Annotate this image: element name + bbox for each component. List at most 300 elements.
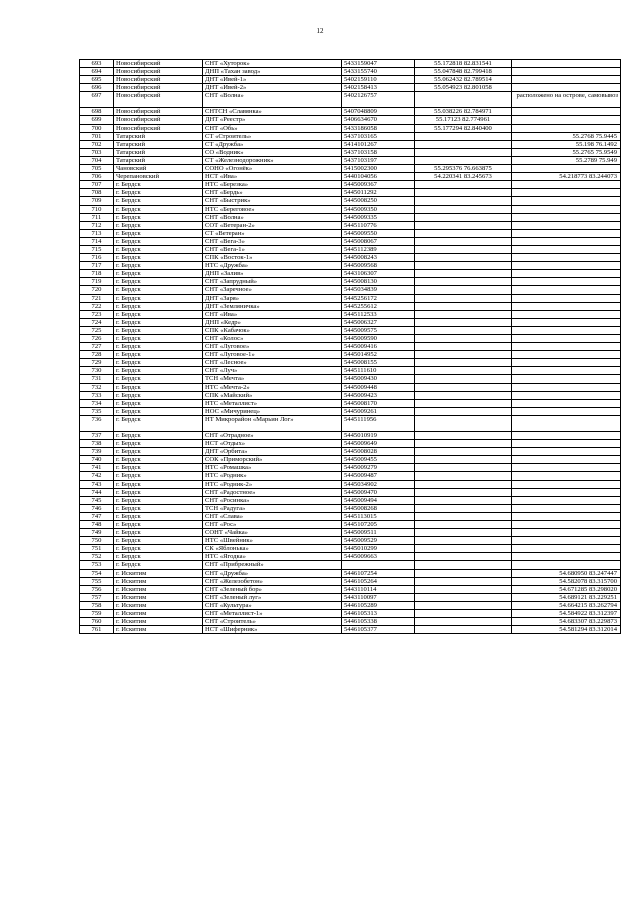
row-number: 703 (80, 148, 114, 156)
table-row (80, 601, 621, 609)
row-number: 712 (80, 221, 114, 229)
coordinates-cell (415, 545, 512, 553)
inn-cell: 5445006327 (342, 318, 415, 326)
registry-table-body (80, 60, 621, 634)
district-cell: г. Бердск (114, 464, 203, 472)
organization-name-cell: СТ «Дружба» (203, 140, 342, 148)
row-number: 707 (80, 181, 114, 189)
table-row (80, 92, 621, 108)
inn-cell: 5445112389 (342, 245, 415, 253)
organization-name-cell: ДНП «Тахан завод» (203, 68, 342, 76)
coordinates-alt-cell (512, 181, 621, 189)
row-number: 702 (80, 140, 114, 148)
organization-name-cell: СНТ «Металлист-1» (203, 610, 342, 618)
row-number: 695 (80, 76, 114, 84)
district-cell: г. Бердск (114, 335, 203, 343)
coordinates-cell (415, 326, 512, 334)
coordinates-alt-cell (512, 302, 621, 310)
inn-cell: 5446105289 (342, 601, 415, 609)
coordinates-cell (415, 561, 512, 569)
district-cell: г. Бердск (114, 537, 203, 545)
district-cell: г. Искитим (114, 593, 203, 601)
inn-cell: 5445009511 (342, 529, 415, 537)
row-number: 737 (80, 431, 114, 439)
row-number: 750 (80, 537, 114, 545)
organization-name-cell: СНТ «Слава» (203, 512, 342, 520)
coordinates-cell (415, 254, 512, 262)
district-cell: Черепановский (114, 173, 203, 181)
inn-cell: 5445009470 (342, 488, 415, 496)
district-cell: г. Бердск (114, 431, 203, 439)
row-number: 753 (80, 561, 114, 569)
organization-name-cell: ДНП «Залив» (203, 270, 342, 278)
district-cell: г. Бердск (114, 326, 203, 334)
inn-cell: 5445010299 (342, 545, 415, 553)
inn-cell: 5445111956 (342, 415, 415, 431)
district-cell: г. Бердск (114, 520, 203, 528)
organization-name-cell: НТС «Ягодка» (203, 553, 342, 561)
table-row (80, 626, 621, 634)
organization-name-cell: СПК «Восток-1» (203, 254, 342, 262)
organization-name-cell: СТ «Железнодорожник» (203, 156, 342, 164)
inn-cell: 5445255612 (342, 302, 415, 310)
table-row (80, 116, 621, 124)
district-cell: г. Бердск (114, 302, 203, 310)
row-number: 693 (80, 60, 114, 68)
coordinates-cell (415, 132, 512, 140)
table-row (80, 310, 621, 318)
table-row (80, 294, 621, 302)
organization-name-cell: СНТ «Луговое-1» (203, 351, 342, 359)
district-cell: Новосибирский (114, 84, 203, 92)
coordinates-cell (415, 294, 512, 302)
organization-name-cell: НТС «Береговое» (203, 205, 342, 213)
inn-cell: 5402159110 (342, 76, 415, 84)
coordinates-alt-cell (512, 464, 621, 472)
inn-cell: 5443106307 (342, 270, 415, 278)
inn-cell: 5446107254 (342, 569, 415, 577)
table-row (80, 488, 621, 496)
organization-name-cell: НТС «Родник-2» (203, 480, 342, 488)
organization-name-cell: НТС «Металлист» (203, 399, 342, 407)
row-number: 708 (80, 189, 114, 197)
coordinates-alt-cell (512, 561, 621, 569)
coordinates-cell (415, 229, 512, 237)
row-number: 739 (80, 448, 114, 456)
inn-cell: 5437103197 (342, 156, 415, 164)
row-number: 761 (80, 626, 114, 634)
organization-name-cell: НТС «Швейник» (203, 537, 342, 545)
coordinates-alt-cell: 55.2789 75.949 (512, 156, 621, 164)
inn-cell: 5445008067 (342, 237, 415, 245)
district-cell: г. Бердск (114, 407, 203, 415)
coordinates-cell (415, 140, 512, 148)
page-number: 12 (316, 27, 324, 35)
coordinates-cell (415, 504, 512, 512)
district-cell: г. Бердск (114, 561, 203, 569)
row-number: 755 (80, 577, 114, 585)
inn-cell: 5445110776 (342, 221, 415, 229)
coordinates-cell: 54.220341 83.245673 (415, 173, 512, 181)
organization-name-cell: ДНТ «Реестр» (203, 116, 342, 124)
organization-name-cell: НТ Микрорайон «Марьин Лог» (203, 415, 342, 431)
coordinates-alt-cell (512, 537, 621, 545)
inn-cell: 5445009494 (342, 496, 415, 504)
table-row (80, 140, 621, 148)
district-cell: г. Бердск (114, 351, 203, 359)
table-row (80, 545, 621, 553)
coordinates-alt-cell (512, 472, 621, 480)
coordinates-cell (415, 520, 512, 528)
coordinates-alt-cell: 54.582078 83.315700 (512, 577, 621, 585)
inn-cell: 5445008155 (342, 359, 415, 367)
coordinates-cell (415, 593, 512, 601)
row-number: 701 (80, 132, 114, 140)
row-number: 715 (80, 245, 114, 253)
coordinates-alt-cell (512, 431, 621, 439)
district-cell: Чановский (114, 165, 203, 173)
district-cell: г. Искитим (114, 569, 203, 577)
district-cell: Татарский (114, 132, 203, 140)
inn-cell: 5445009487 (342, 472, 415, 480)
district-cell: Новосибирский (114, 124, 203, 132)
coordinates-alt-cell (512, 553, 621, 561)
district-cell: г. Искитим (114, 601, 203, 609)
row-number: 713 (80, 229, 114, 237)
table-row (80, 512, 621, 520)
district-cell: Татарский (114, 140, 203, 148)
district-cell: г. Бердск (114, 310, 203, 318)
row-number: 721 (80, 294, 114, 302)
table-row (80, 415, 621, 431)
inn-cell: 5445008130 (342, 278, 415, 286)
coordinates-cell (415, 237, 512, 245)
table-row (80, 464, 621, 472)
organization-name-cell: НСТ «Ива» (203, 173, 342, 181)
coordinates-cell (415, 335, 512, 343)
district-cell: г. Бердск (114, 270, 203, 278)
coordinates-alt-cell (512, 456, 621, 464)
coordinates-alt-cell (512, 84, 621, 92)
district-cell: г. Бердск (114, 472, 203, 480)
coordinates-cell (415, 577, 512, 585)
inn-cell: 5445034902 (342, 480, 415, 488)
table-row (80, 359, 621, 367)
coordinates-alt-cell (512, 124, 621, 132)
district-cell: г. Искитим (114, 618, 203, 626)
coordinates-cell (415, 407, 512, 415)
inn-cell: 5445009663 (342, 553, 415, 561)
district-cell: г. Бердск (114, 504, 203, 512)
organization-name-cell: СНТ «Быстрик» (203, 197, 342, 205)
coordinates-cell (415, 302, 512, 310)
row-number: 754 (80, 569, 114, 577)
table-row (80, 472, 621, 480)
district-cell: г. Бердск (114, 254, 203, 262)
row-number: 714 (80, 237, 114, 245)
row-number: 733 (80, 391, 114, 399)
coordinates-alt-cell (512, 407, 621, 415)
district-cell: г. Бердск (114, 415, 203, 431)
coordinates-alt-cell (512, 529, 621, 537)
organization-name-cell: СНТ «Заречное» (203, 286, 342, 294)
table-row (80, 343, 621, 351)
inn-cell: 5437103158 (342, 148, 415, 156)
table-row (80, 270, 621, 278)
row-number: 725 (80, 326, 114, 334)
district-cell: г. Бердск (114, 343, 203, 351)
row-number: 751 (80, 545, 114, 553)
coordinates-cell (415, 537, 512, 545)
coordinates-alt-cell (512, 391, 621, 399)
row-number: 719 (80, 278, 114, 286)
organization-name-cell: НТС «Дружба» (203, 262, 342, 270)
coordinates-cell (415, 351, 512, 359)
organization-name-cell: СНТ «Зеленый бор» (203, 585, 342, 593)
coordinates-alt-cell (512, 189, 621, 197)
table-row (80, 254, 621, 262)
coordinates-cell: 55.172818 82.831541 (415, 60, 512, 68)
organization-name-cell: СНТ «Отрадное» (203, 431, 342, 439)
row-number: 720 (80, 286, 114, 294)
coordinates-cell (415, 529, 512, 537)
location-note-cell: расположено на острове, самовывоз (512, 92, 621, 108)
coordinates-alt-cell (512, 286, 621, 294)
coordinates-alt-cell (512, 520, 621, 528)
coordinates-alt-cell (512, 448, 621, 456)
table-row (80, 318, 621, 326)
inn-cell: 5415002300 (342, 165, 415, 173)
coordinates-cell (415, 399, 512, 407)
district-cell: г. Бердск (114, 512, 203, 520)
row-number: 744 (80, 488, 114, 496)
row-number: 734 (80, 399, 114, 407)
inn-cell: 5445009279 (342, 464, 415, 472)
table-row (80, 278, 621, 286)
organization-name-cell: ДНТ «Ивей-1» (203, 76, 342, 84)
coordinates-alt-cell (512, 221, 621, 229)
inn-cell: 5445256172 (342, 294, 415, 302)
district-cell: г. Бердск (114, 213, 203, 221)
organization-name-cell: СНТ «Вега-1» (203, 245, 342, 253)
organization-name-cell: СНТ «Хуторок» (203, 60, 342, 68)
coordinates-alt-cell (512, 262, 621, 270)
table-row (80, 593, 621, 601)
inn-cell: 5445107205 (342, 520, 415, 528)
coordinates-alt-cell (512, 440, 621, 448)
district-cell: Новосибирский (114, 108, 203, 116)
district-cell: г. Бердск (114, 480, 203, 488)
inn-cell: 5445113015 (342, 512, 415, 520)
district-cell: г. Бердск (114, 318, 203, 326)
inn-cell: 5445009448 (342, 383, 415, 391)
row-number: 706 (80, 173, 114, 181)
coordinates-cell (415, 488, 512, 496)
inn-cell: 5445014952 (342, 351, 415, 359)
coordinates-alt-cell (512, 245, 621, 253)
coordinates-alt-cell (512, 480, 621, 488)
organization-name-cell: СНТ «Дружба» (203, 569, 342, 577)
inn-cell: 5406634670 (342, 116, 415, 124)
row-number: 749 (80, 529, 114, 537)
row-number: 752 (80, 553, 114, 561)
table-row (80, 132, 621, 140)
coordinates-alt-cell (512, 383, 621, 391)
district-cell: Татарский (114, 148, 203, 156)
coordinates-cell (415, 318, 512, 326)
coordinates-alt-cell (512, 496, 621, 504)
coordinates-alt-cell (512, 237, 621, 245)
table-row (80, 618, 621, 626)
row-number: 736 (80, 415, 114, 431)
row-number: 709 (80, 197, 114, 205)
coordinates-alt-cell (512, 294, 621, 302)
registry-table (79, 59, 621, 634)
district-cell: Татарский (114, 156, 203, 164)
table-row (80, 399, 621, 407)
coordinates-alt-cell (512, 68, 621, 76)
inn-cell: 5445008268 (342, 504, 415, 512)
district-cell: г. Бердск (114, 205, 203, 213)
coordinates-alt-cell: 55.2765 75.9549 (512, 148, 621, 156)
inn-cell: 5445009649 (342, 440, 415, 448)
row-number: 710 (80, 205, 114, 213)
district-cell: Новосибирский (114, 60, 203, 68)
organization-name-cell: НСТ «Отдых» (203, 440, 342, 448)
coordinates-cell (415, 286, 512, 294)
district-cell: Новосибирский (114, 76, 203, 84)
row-number: 698 (80, 108, 114, 116)
inn-cell: 5445009416 (342, 343, 415, 351)
row-number: 759 (80, 610, 114, 618)
row-number: 730 (80, 367, 114, 375)
organization-name-cell: СНТ «Радостное» (203, 488, 342, 496)
coordinates-cell (415, 610, 512, 618)
district-cell: Новосибирский (114, 116, 203, 124)
row-number: 696 (80, 84, 114, 92)
coordinates-alt-cell (512, 60, 621, 68)
organization-name-cell: СНТ «Запрудный» (203, 278, 342, 286)
organization-name-cell: СНТСН «Славянка» (203, 108, 342, 116)
coordinates-cell (415, 626, 512, 634)
table-row (80, 480, 621, 488)
organization-name-cell: СНТ «Зеленый луг» (203, 593, 342, 601)
coordinates-alt-cell (512, 415, 621, 431)
coordinates-cell (415, 456, 512, 464)
inn-cell: 5407048809 (342, 108, 415, 116)
row-number: 705 (80, 165, 114, 173)
district-cell: г. Искитим (114, 585, 203, 593)
inn-cell: 5445008028 (342, 448, 415, 456)
row-number: 717 (80, 262, 114, 270)
coordinates-cell (415, 359, 512, 367)
organization-name-cell: СПК «Майский» (203, 391, 342, 399)
table-row (80, 286, 621, 294)
inn-cell: 5402126757 (342, 92, 415, 108)
inn-cell: 5446105313 (342, 610, 415, 618)
district-cell: г. Бердск (114, 278, 203, 286)
row-number: 742 (80, 472, 114, 480)
table-row (80, 205, 621, 213)
district-cell: г. Бердск (114, 545, 203, 553)
coordinates-cell (415, 383, 512, 391)
organization-name-cell: НТС «Родник» (203, 472, 342, 480)
table-row (80, 561, 621, 569)
coordinates-alt-cell (512, 278, 621, 286)
organization-name-cell: СТ «Ветеран» (203, 229, 342, 237)
table-row (80, 553, 621, 561)
coordinates-alt-cell (512, 512, 621, 520)
coordinates-cell (415, 197, 512, 205)
table-row (80, 108, 621, 116)
coordinates-alt-cell (512, 270, 621, 278)
table-row (80, 375, 621, 383)
inn-cell: 5433186058 (342, 124, 415, 132)
table-row (80, 229, 621, 237)
organization-name-cell: СОНО «Огонёк» (203, 165, 342, 173)
coordinates-cell (415, 480, 512, 488)
row-number: 728 (80, 351, 114, 359)
coordinates-alt-cell: 54.683307 83.229873 (512, 618, 621, 626)
district-cell: г. Бердск (114, 367, 203, 375)
coordinates-alt-cell (512, 310, 621, 318)
district-cell: г. Бердск (114, 399, 203, 407)
inn-cell (342, 561, 415, 569)
organization-name-cell: НТС «Ромашка» (203, 464, 342, 472)
district-cell: г. Бердск (114, 496, 203, 504)
table-row (80, 60, 621, 68)
inn-cell: 5443110097 (342, 593, 415, 601)
organization-name-cell: СНТ «Ива» (203, 310, 342, 318)
coordinates-cell (415, 415, 512, 431)
coordinates-alt-cell (512, 213, 621, 221)
coordinates-cell (415, 431, 512, 439)
table-row (80, 456, 621, 464)
row-number: 740 (80, 456, 114, 464)
organization-name-cell: СНТ «Волна» (203, 92, 342, 108)
inn-cell: 5445112533 (342, 310, 415, 318)
table-row (80, 391, 621, 399)
organization-name-cell: СНТ «Колос» (203, 335, 342, 343)
row-number: 738 (80, 440, 114, 448)
coordinates-cell (415, 205, 512, 213)
table-row (80, 520, 621, 528)
coordinates-alt-cell (512, 399, 621, 407)
coordinates-cell (415, 618, 512, 626)
row-number: 760 (80, 618, 114, 626)
district-cell: г. Бердск (114, 189, 203, 197)
inn-cell: 5440104056 (342, 173, 415, 181)
row-number: 743 (80, 480, 114, 488)
coordinates-cell (415, 448, 512, 456)
coordinates-cell: 55.054923 82.801058 (415, 84, 512, 92)
coordinates-cell (415, 391, 512, 399)
inn-cell: 5433155740 (342, 68, 415, 76)
district-cell: г. Бердск (114, 359, 203, 367)
district-cell: г. Бердск (114, 286, 203, 294)
row-number: 711 (80, 213, 114, 221)
inn-cell: 5445009575 (342, 326, 415, 334)
table-row (80, 326, 621, 334)
row-number: 735 (80, 407, 114, 415)
table-row (80, 189, 621, 197)
coordinates-alt-cell (512, 229, 621, 237)
coordinates-alt-cell: 54.680950 83.247447 (512, 569, 621, 577)
organization-name-cell: СОТ «Ветеран-2» (203, 221, 342, 229)
coordinates-alt-cell (512, 116, 621, 124)
coordinates-cell (415, 601, 512, 609)
coordinates-alt-cell: 54.664215 83.262794 (512, 601, 621, 609)
